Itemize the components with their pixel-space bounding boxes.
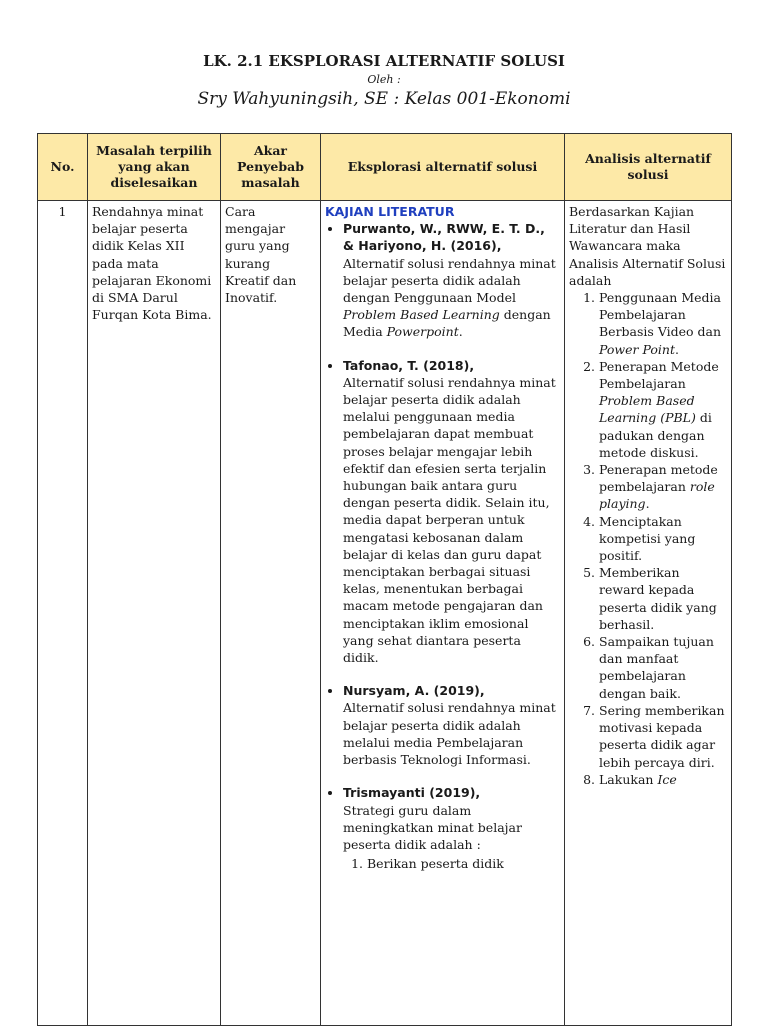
reference-item [343, 784, 560, 872]
column-header-eksplorasi: Eksplorasi alternatif solusi [321, 134, 565, 201]
reference-text-italic: Problem Based Learning [343, 307, 500, 323]
list-item: 1. Penggunaan Media Pembelajaran Berbasis Video dan Power Point. [599, 289, 727, 358]
cell-analisis [565, 201, 732, 1026]
reference-author: Trismayanti (2019), [343, 785, 481, 801]
reference-item [343, 682, 560, 768]
author-line: Sry Wahyuningsih, SE : Kelas 001-Ekonomi [197, 89, 571, 109]
reference-text: dengan Media [343, 307, 551, 340]
reference-item [343, 220, 560, 340]
reference-author: Tafonao, T. (2018), [343, 357, 475, 373]
column-header-akar: Akar Penyebab masalah [221, 134, 321, 201]
list-item: 7. Sering memberikan motivasi kepada peserta didik agar lebih percaya diri. [599, 702, 727, 771]
reference-author: Purwanto, W., RWW, E. T. D., & Hariyono, H. (2016), [343, 221, 545, 254]
reference-list [325, 220, 560, 872]
byline-label: Oleh : [367, 73, 401, 86]
table-header-row [38, 134, 732, 201]
kajian-literatur-heading: KAJIAN LITERATUR [325, 204, 455, 219]
analisis-list [569, 289, 727, 788]
list-item: 1. Berikan peserta didik [367, 855, 560, 872]
reference-text-italic: Powerpoint [386, 324, 459, 340]
strategy-list [343, 855, 560, 872]
cell-masalah: Rendahnya minat belajar peserta didik Kelas XII pada mata pelajaran Ekonomi di SMA Darul Furqan Kota Bima. [88, 201, 221, 1026]
column-header-analisis: Analisis alternatif solusi [565, 134, 732, 201]
list-item: 2. Penerapan Metode Pembelajaran Problem Based Learning (PBL) di padukan dengan metode diskusi. [599, 358, 727, 461]
reference-text: Alternatif solusi rendahnya minat belajar peserta didik adalah melalui media Pembelajaran berbasis Teknologi Informasi. [343, 700, 556, 768]
table-row [38, 201, 732, 1026]
document-title: LK. 2.1 EKSPLORASI ALTERNATIF SOLUSI [203, 52, 565, 70]
analisis-intro: Berdasarkan Kajian Literatur dan Hasil Wawancara maka Analisis Alternatif Solusi adalah [569, 204, 726, 288]
column-header-no: No. [38, 134, 88, 201]
cell-akar: Cara mengajar guru yang kurang Kreatif dan Inovatif. [221, 201, 321, 1026]
reference-text: Alternatif solusi rendahnya minat belajar peserta didik adalah melalui penggunaan media pembelajaran dapat membuat proses belajar mengajar lebih efektif dan efesien serta terjalin hubungan baik antara guru dengan peserta didik. Selain itu, media dapat berperan untuk mengatasi kebosanan dalam belajar di kelas dan guru dapat menciptakan berbagai situasi kelas, menentukan berbagai macam metode pengajaran dan menciptakan iklim emosional yang sehat diantara peserta didik. [343, 374, 556, 666]
reference-text: Alternatif solusi rendahnya minat belajar peserta didik adalah dengan Penggunaan Model [343, 255, 556, 306]
worksheet-table [37, 133, 732, 1026]
reference-text: . [458, 324, 463, 340]
reference-text: Strategi guru dalam meningkatkan minat belajar peserta didik adalah : [343, 802, 522, 852]
reference-item [343, 357, 560, 667]
list-item: 8. Lakukan Ice [599, 771, 727, 788]
column-header-masalah: Masalah terpilih yang akan diselesaikan [88, 134, 221, 201]
reference-author: Nursyam, A. (2019), [343, 683, 485, 699]
list-item: 4. Menciptakan kompetisi yang positif. [599, 513, 727, 565]
cell-no: 1 [38, 201, 88, 1026]
cell-eksplorasi [321, 201, 565, 1026]
list-item: 6. Sampaikan tujuan dan manfaat pembelajaran dengan baik. [599, 633, 727, 702]
list-item: 5. Memberikan reward kepada peserta didik yang berhasil. [599, 564, 727, 633]
list-item: 3. Penerapan metode pembelajaran role playing. [599, 461, 727, 513]
